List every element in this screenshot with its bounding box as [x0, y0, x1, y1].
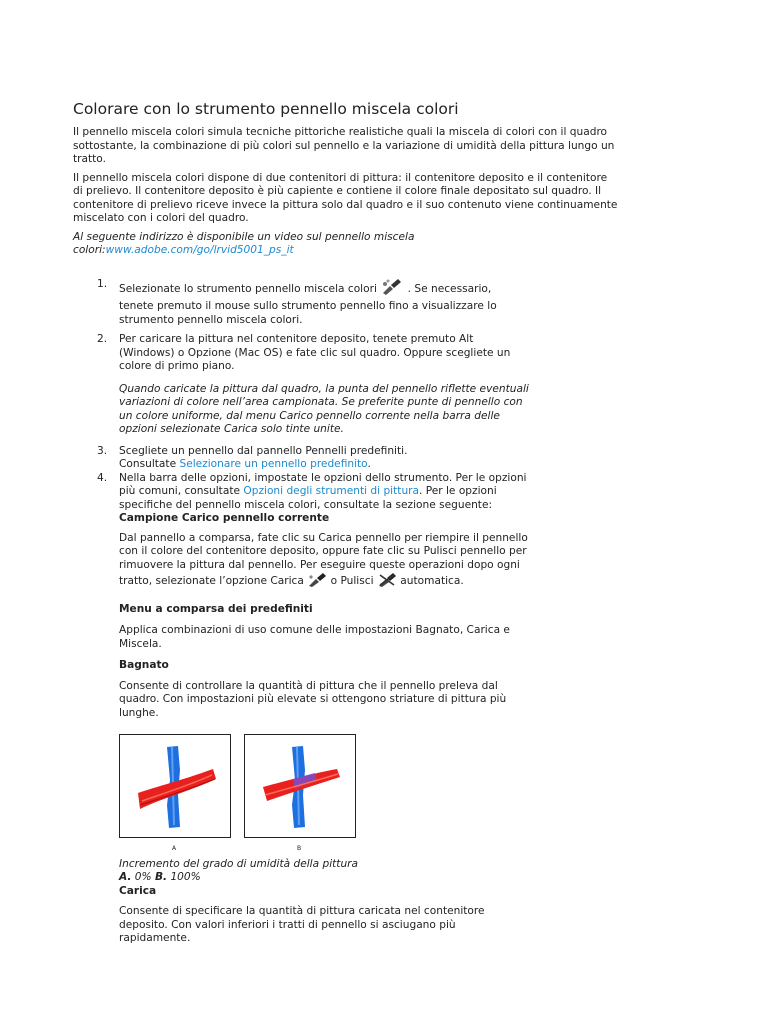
step-4 [73, 472, 618, 946]
step-text [119, 472, 529, 513]
step-number: 2. [97, 333, 108, 345]
option-heading-bagnato: Bagnato [119, 659, 169, 671]
clean-brush-icon [377, 572, 397, 593]
option-text-carica: Consente di specificare la quantità di pittura caricata nel contenitore deposito. Con valori inferiori i tratti di pennello si asciugano più rapidamente. [119, 905, 485, 944]
step-text: Selezionate lo strumento pennello miscela colori [119, 282, 377, 295]
legend-b-value: 100% [167, 871, 201, 883]
figure-caption: Incremento del grado di umidità della pittura [119, 857, 359, 870]
option-heading-menu: Menu a comparsa dei predefiniti [119, 602, 313, 615]
intro-section [73, 126, 618, 258]
step-3 [73, 445, 618, 472]
step-text-b: . Per le opzioni specifiche del pennello miscela colori, consultate la sezione seguente: [119, 485, 497, 511]
wetness-figures [119, 734, 529, 856]
step-text: Scegliete un pennello dal pannello Pennelli predefiniti. [119, 444, 408, 457]
legend-a-value: 0% [131, 871, 155, 883]
legend-b-key: B. [154, 871, 168, 883]
figure-label: B [296, 845, 302, 852]
step-note: Quando caricate la pittura dal quadro, la punta del pennello riflette eventuali variazioni di colore nell’area campionata. Se preferite punte di pennello con un colore uniforme, dal menu Carico pennello corrente nella barra delle opzioni selezionate Carica solo tinte unite. [119, 382, 529, 435]
option-heading-carica: Carica [119, 884, 157, 897]
step-text-a: Nella barra delle opzioni, impostate le opzioni dello strumento. Per le opzioni più comuni, consultate [119, 471, 527, 497]
video-text: Al seguente indirizzo è disponibile un video sul pennello miscela colori: [73, 230, 415, 256]
option-text-part: automatica. [396, 575, 464, 587]
document-page [73, 100, 618, 946]
step-text: Per caricare la pittura nel contenitore deposito, tenete premuto Alt (Windows) o Opzione (Mac OS) e fate clic sul quadro. Oppure scegliete un colore di primo piano. [119, 333, 511, 372]
intro-paragraph: Il pennello miscela colori dispone di due contenitori di pittura: il contenitore deposito e il contenitore di prelievo. Il contenitore deposito è più capiente e contiene il colore finale depositato sul quadro. Il contenitore di prelievo riceve invece la pittura solo dal quadro e il suo contenuto viene continuamente miscelato con i colori del quadro. [73, 171, 618, 224]
option-text-part: o Pulisci [327, 575, 374, 587]
steps-list [73, 278, 618, 946]
option-text-menu: Applica combinazioni di uso comune delle impostazioni Bagnato, Carica e Miscela. [119, 624, 510, 650]
figure-legend [119, 871, 529, 885]
option-text-bagnato: Consente di controllare la quantità di pittura che il pennello preleva dal quadro. Con impostazioni più elevate si ottengono striature di pittura più lunghe. [119, 679, 507, 719]
video-note [73, 231, 618, 258]
step-reference [119, 458, 529, 472]
mixer-brush-icon [380, 278, 404, 301]
option-text-campione [119, 532, 529, 593]
option-text-part: Dal pannello a comparsa, fate clic su Carica pennello per riempire il pennello con il colore del contenitore deposito, oppure fate clic su Pulisci pennello per rimuovere la pittura dal pennello. Per eseguire queste operazioni dopo ogni tratto, selezionate l’opzione Carica [119, 531, 528, 587]
step-number: 4. [97, 471, 108, 484]
step-number: 1. [97, 277, 108, 290]
video-link[interactable]: www.adobe.com/go/lrvid5001_ps_it [105, 244, 294, 256]
figure-a-image [119, 734, 231, 838]
load-brush-icon [307, 572, 327, 593]
reference-end: . [367, 458, 371, 470]
paint-options-link[interactable]: Opzioni degli strumenti di pittura [243, 485, 419, 497]
step-text: . Se necessario, tenete premuto il mouse sullo strumento pennello fino a visualizzare lo strumento pennello miscela colori. [119, 282, 497, 326]
intro-paragraph: Il pennello miscela colori simula tecniche pittoriche realistiche quali la miscela di colori con il quadro sottostante, la combinazione di più colori sul pennello e la variazione di umidità della pittura lungo un tratto. [73, 126, 615, 165]
step-2 [73, 333, 618, 437]
page-title: Colorare con lo strumento pennello miscela colori [73, 100, 459, 118]
option-heading-campione: Campione Carico pennello corrente [119, 512, 330, 524]
figure-a [119, 734, 231, 856]
figure-label: A [171, 845, 177, 852]
legend-a-key: A. [119, 871, 132, 883]
reference-prefix: Consultate [119, 458, 180, 470]
step-1 [73, 278, 618, 328]
step-number: 3. [97, 444, 108, 457]
figure-b-image [244, 734, 356, 838]
preset-brush-link[interactable]: Selezionare un pennello predefinito [179, 458, 368, 470]
figure-b [244, 734, 356, 856]
